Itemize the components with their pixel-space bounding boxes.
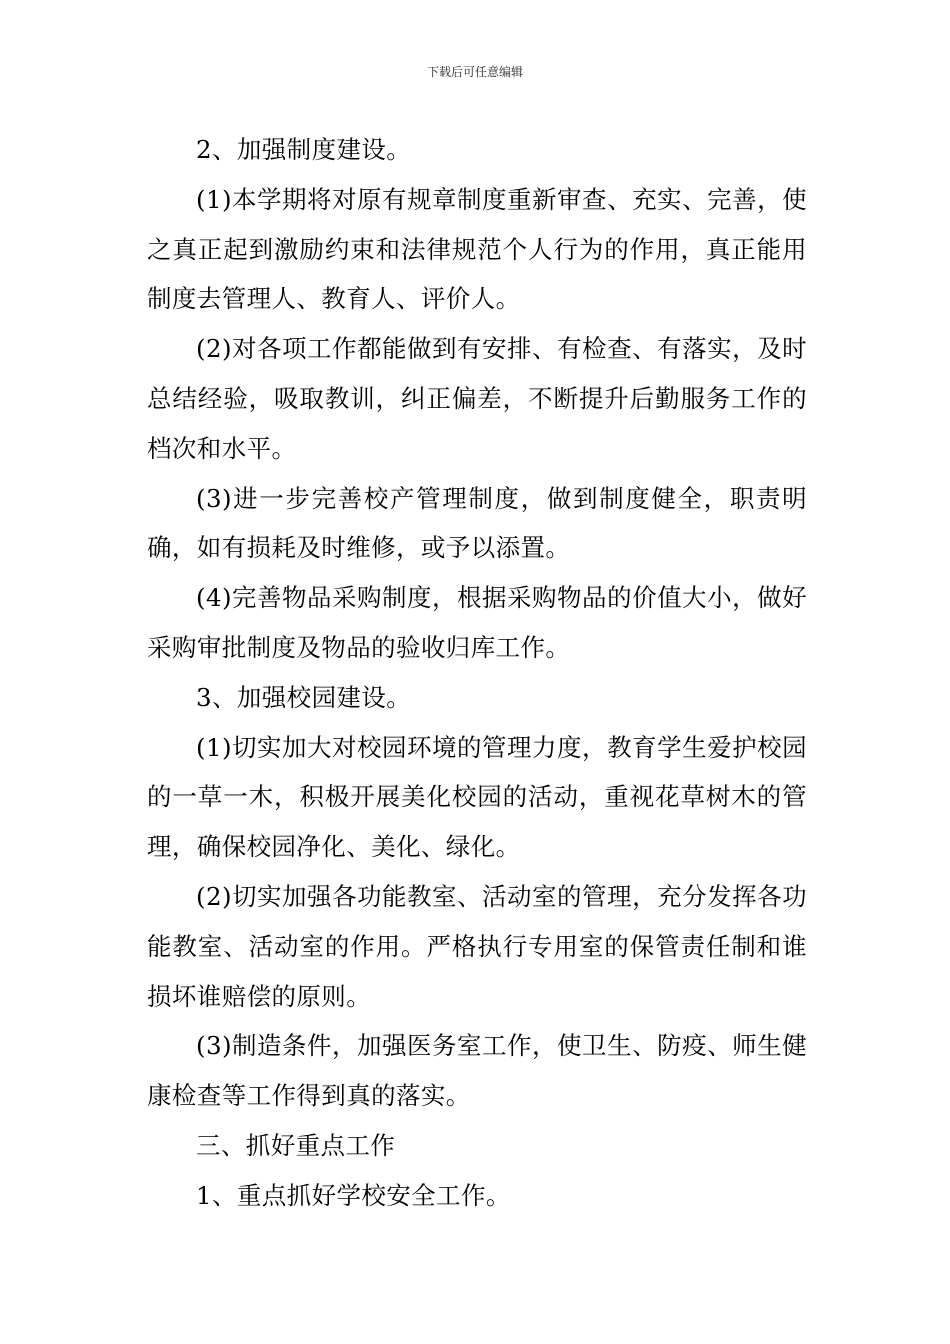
- paragraph: (4)完善物品采购制度，根据采购物品的价值大小，做好采购审批制度及物品的验收归库工作。: [147, 583, 807, 662]
- section-heading: 1、重点抓好学校安全工作。: [196, 1180, 511, 1210]
- paragraph: (1)本学期将对原有规章制度重新审查、充实、完善，使之真正起到激励约束和法律规范个人行为的作用，真正能用制度去管理人、教育人、评价人。: [147, 184, 807, 314]
- paragraph: (2)切实加强各功能教室、活动室的管理，充分发挥各功能教室、活动室的作用。严格执行专用室的保管责任制和谁损坏谁赔偿的原则。: [147, 881, 807, 1011]
- section-heading: 三、抓好重点工作: [196, 1130, 396, 1160]
- paragraph: (2)对各项工作都能做到有安排、有检查、有落实，及时总结经验，吸取教训，纠正偏差，不断提升后勤服务工作的档次和水平。: [147, 334, 807, 463]
- paragraph: (3)进一步完善校产管理制度，做到制度健全，职责明确，如有损耗及时维修，或予以添置。: [147, 483, 807, 563]
- section-heading: 2、加强制度建设。: [196, 135, 412, 164]
- paragraph: (3)制造条件，加强医务室工作，使卫生、防疫、师生健康检查等工作得到真的落实。: [147, 1031, 807, 1111]
- paragraph: (1)切实加大对校园环境的管理力度，教育学生爱护校园的一草一木，积极开展美化校园的活动，重视花草树木的管理，确保校园净化、美化、绿化。: [147, 732, 807, 862]
- document-body: [147, 125, 807, 1221]
- page-header: 下载后可任意编辑: [426, 65, 523, 79]
- section-heading: 3、加强校园建设。: [196, 682, 412, 712]
